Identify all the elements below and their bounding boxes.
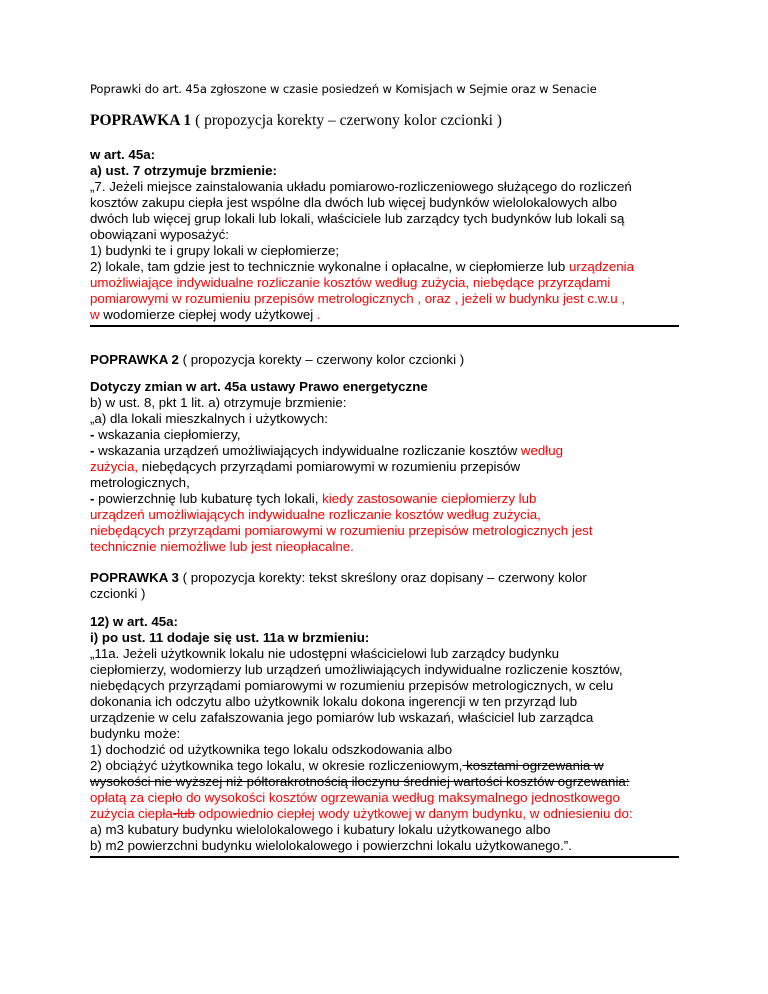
p3-line: ciepłomierzy, wodomierzy lub urządzeń umożliwiających indywidualne rozliczenie kosztów, (90, 662, 623, 677)
page-header: Poprawki do art. 45a zgłoszone w czasie posiedzeń w Komisjach w Sejmie oraz w Senacie (90, 82, 597, 96)
p2-red-line: urządzeń umożliwiających indywidualne rozliczanie kosztów według zużycia, (90, 507, 541, 522)
p2-red-text: zużycia, (90, 459, 139, 474)
p2-line (90, 491, 680, 507)
poprawka-3-title (90, 570, 680, 602)
dash-bullet: - (90, 443, 95, 458)
p3-line (90, 758, 680, 774)
p2-red-text: kiedy zastosowanie ciepłomierzy lub (322, 491, 537, 506)
p2-line: b) w ust. 8, pkt 1 lit. a) otrzymuje brzmienie: (90, 395, 347, 410)
p3-struck-text: kosztami ogrzewania w (462, 758, 604, 773)
p2-line: „a) dla lokali mieszkalnych i użytkowych: (90, 411, 328, 426)
dash-bullet: - (90, 427, 95, 442)
p3-line: urządzenie w celu zafałszowania jego pomiarów lub wskazań, właściciel lub zarządca (90, 710, 594, 725)
p1-line: kosztów zakupu ciepła jest wspólne dla dwóch lub więcej budynków wielolokalowych albo (90, 195, 617, 210)
p2-text: wskazania urządzeń umożliwiających indywidualne rozliczanie kosztów (94, 443, 521, 458)
poprawka-3-title-rest: czcionki ) (90, 586, 146, 601)
poprawka-3-title-rest: ( propozycja korekty: tekst skreślony oraz dopisany – czerwony kolor (178, 570, 587, 585)
p3-line: niebędących przyrządami pomiarowymi w rozumieniu przepisów metrologicznych, w celu (90, 678, 614, 693)
p2-text: wskazania ciepłomierzy, (94, 427, 241, 442)
section-divider (90, 325, 679, 327)
poprawka-1-title (90, 112, 690, 130)
p2-red-line: niebędących przyrządami pomiarowymi w rozumieniu przepisów metrologicznych jest (90, 523, 593, 538)
p3-red-struck-text: -lub (172, 806, 195, 821)
p3-line: „11a. Jeżeli użytkownik lokalu nie udostępni właścicielowi lub zarządcy budynku (90, 646, 560, 661)
p3-text: 2) obciążyć użytkownika tego lokalu, w okresie rozliczeniowym, (90, 758, 463, 773)
poprawka-1-title-bold: POPRAWKA 1 (90, 112, 192, 129)
p1-red-line: umożliwiające indywidualne rozliczanie kosztów według zużycia, niebędące przyrządami (90, 275, 611, 290)
p3-line: 12) w art. 45a: (90, 614, 178, 629)
p1-red-text: w (90, 307, 100, 322)
p3-line: i) po ust. 11 dodaje się ust. 11a w brzmieniu: (90, 630, 370, 645)
p1-red-text: . (316, 307, 321, 322)
p2-red-text: według (520, 443, 564, 458)
p2-red-line: technicznie niemożliwe lub jest nieopłacalne. (90, 539, 354, 554)
p3-red-line: opłatą za ciepło do wysokości kosztów ogrzewania według maksymalnego jednostkowego (90, 790, 620, 805)
poprawka-3-body (90, 614, 680, 854)
poprawka-1-title-rest: ( propozycja korekty – czerwony kolor czcionki ) (191, 112, 502, 129)
p1-text: 2) lokale, tam gdzie jest to technicznie wykonalne i opłacalne, w ciepłomierze lub (90, 259, 569, 274)
p3-line: a) m3 kubatury budynku wielolokalowego i kubatury lokalu użytkowanego albo (90, 822, 551, 837)
p1-line: obowiązani wyposażyć: (90, 227, 229, 242)
p3-line: budynku może: (90, 726, 181, 741)
dash-bullet: - (90, 491, 95, 506)
p1-red-text: urządzenia (568, 259, 634, 274)
poprawka-2-title (90, 352, 680, 368)
p2-line (90, 427, 680, 443)
p2-line (90, 443, 680, 459)
poprawka-2-title-rest: ( propozycja korekty – czerwony kolor czcionki ) (178, 352, 465, 367)
poprawka-3-title-bold: POPRAWKA 3 (90, 570, 179, 585)
p1-text: wodomierze ciepłej wody użytkowej (99, 307, 317, 322)
p2-text: niebędących przyrządami pomiarowymi w rozumieniu przepisów (138, 459, 521, 474)
p2-line (90, 459, 680, 475)
p3-struck-line: wysokości nie wyższej niż półtorakrotnością iloczynu średniej wartości kosztów ogrzewania: (90, 774, 630, 789)
p3-line: b) m2 powierzchni budynku wielolokalowego i powierzchni lokalu użytkowanego.”. (90, 838, 572, 853)
p2-line: metrologicznych, (90, 475, 190, 490)
p1-line (90, 259, 680, 275)
p3-red-text: zużycia ciepła (90, 806, 173, 821)
p1-line: a) ust. 7 otrzymuje brzmienie: (90, 163, 277, 178)
section-divider (90, 856, 679, 858)
p3-red-text: odpowiednio ciepłej wody użytkowej w danym budynku, w odniesieniu do: (194, 806, 633, 821)
p3-line: dokonania ich odczytu albo użytkownik lokalu dokona ingerencji w ten przyrząd lub (90, 694, 578, 709)
p2-text: powierzchnię lub kubaturę tych lokali, (94, 491, 323, 506)
p2-line: Dotyczy zmian w art. 45a ustawy Prawo energetyczne (90, 379, 428, 394)
p3-line: 1) dochodzić od użytkownika tego lokalu odszkodowania albo (90, 742, 453, 757)
p1-line (90, 307, 680, 323)
p1-line: w art. 45a: (90, 147, 156, 162)
poprawka-1-body (90, 147, 680, 323)
poprawka-2-title-bold: POPRAWKA 2 (90, 352, 179, 367)
p1-red-line: pomiarowymi w rozumieniu przepisów metrologicznych , oraz , jeżeli w budynku jest c.w.u , (90, 291, 626, 306)
p1-line: dwóch lub więcej grup lokali lub lokali, właściciele lub zarządcy tych budynków lub lokali są (90, 211, 625, 226)
p1-line: 1) budynki te i grupy lokali w ciepłomierze; (90, 243, 340, 258)
poprawka-2-body (90, 379, 680, 555)
p3-line (90, 806, 680, 822)
p1-line: „7. Jeżeli miejsce zainstalowania układu pomiarowo-rozliczeniowego służącego do rozliczeń (90, 179, 632, 194)
